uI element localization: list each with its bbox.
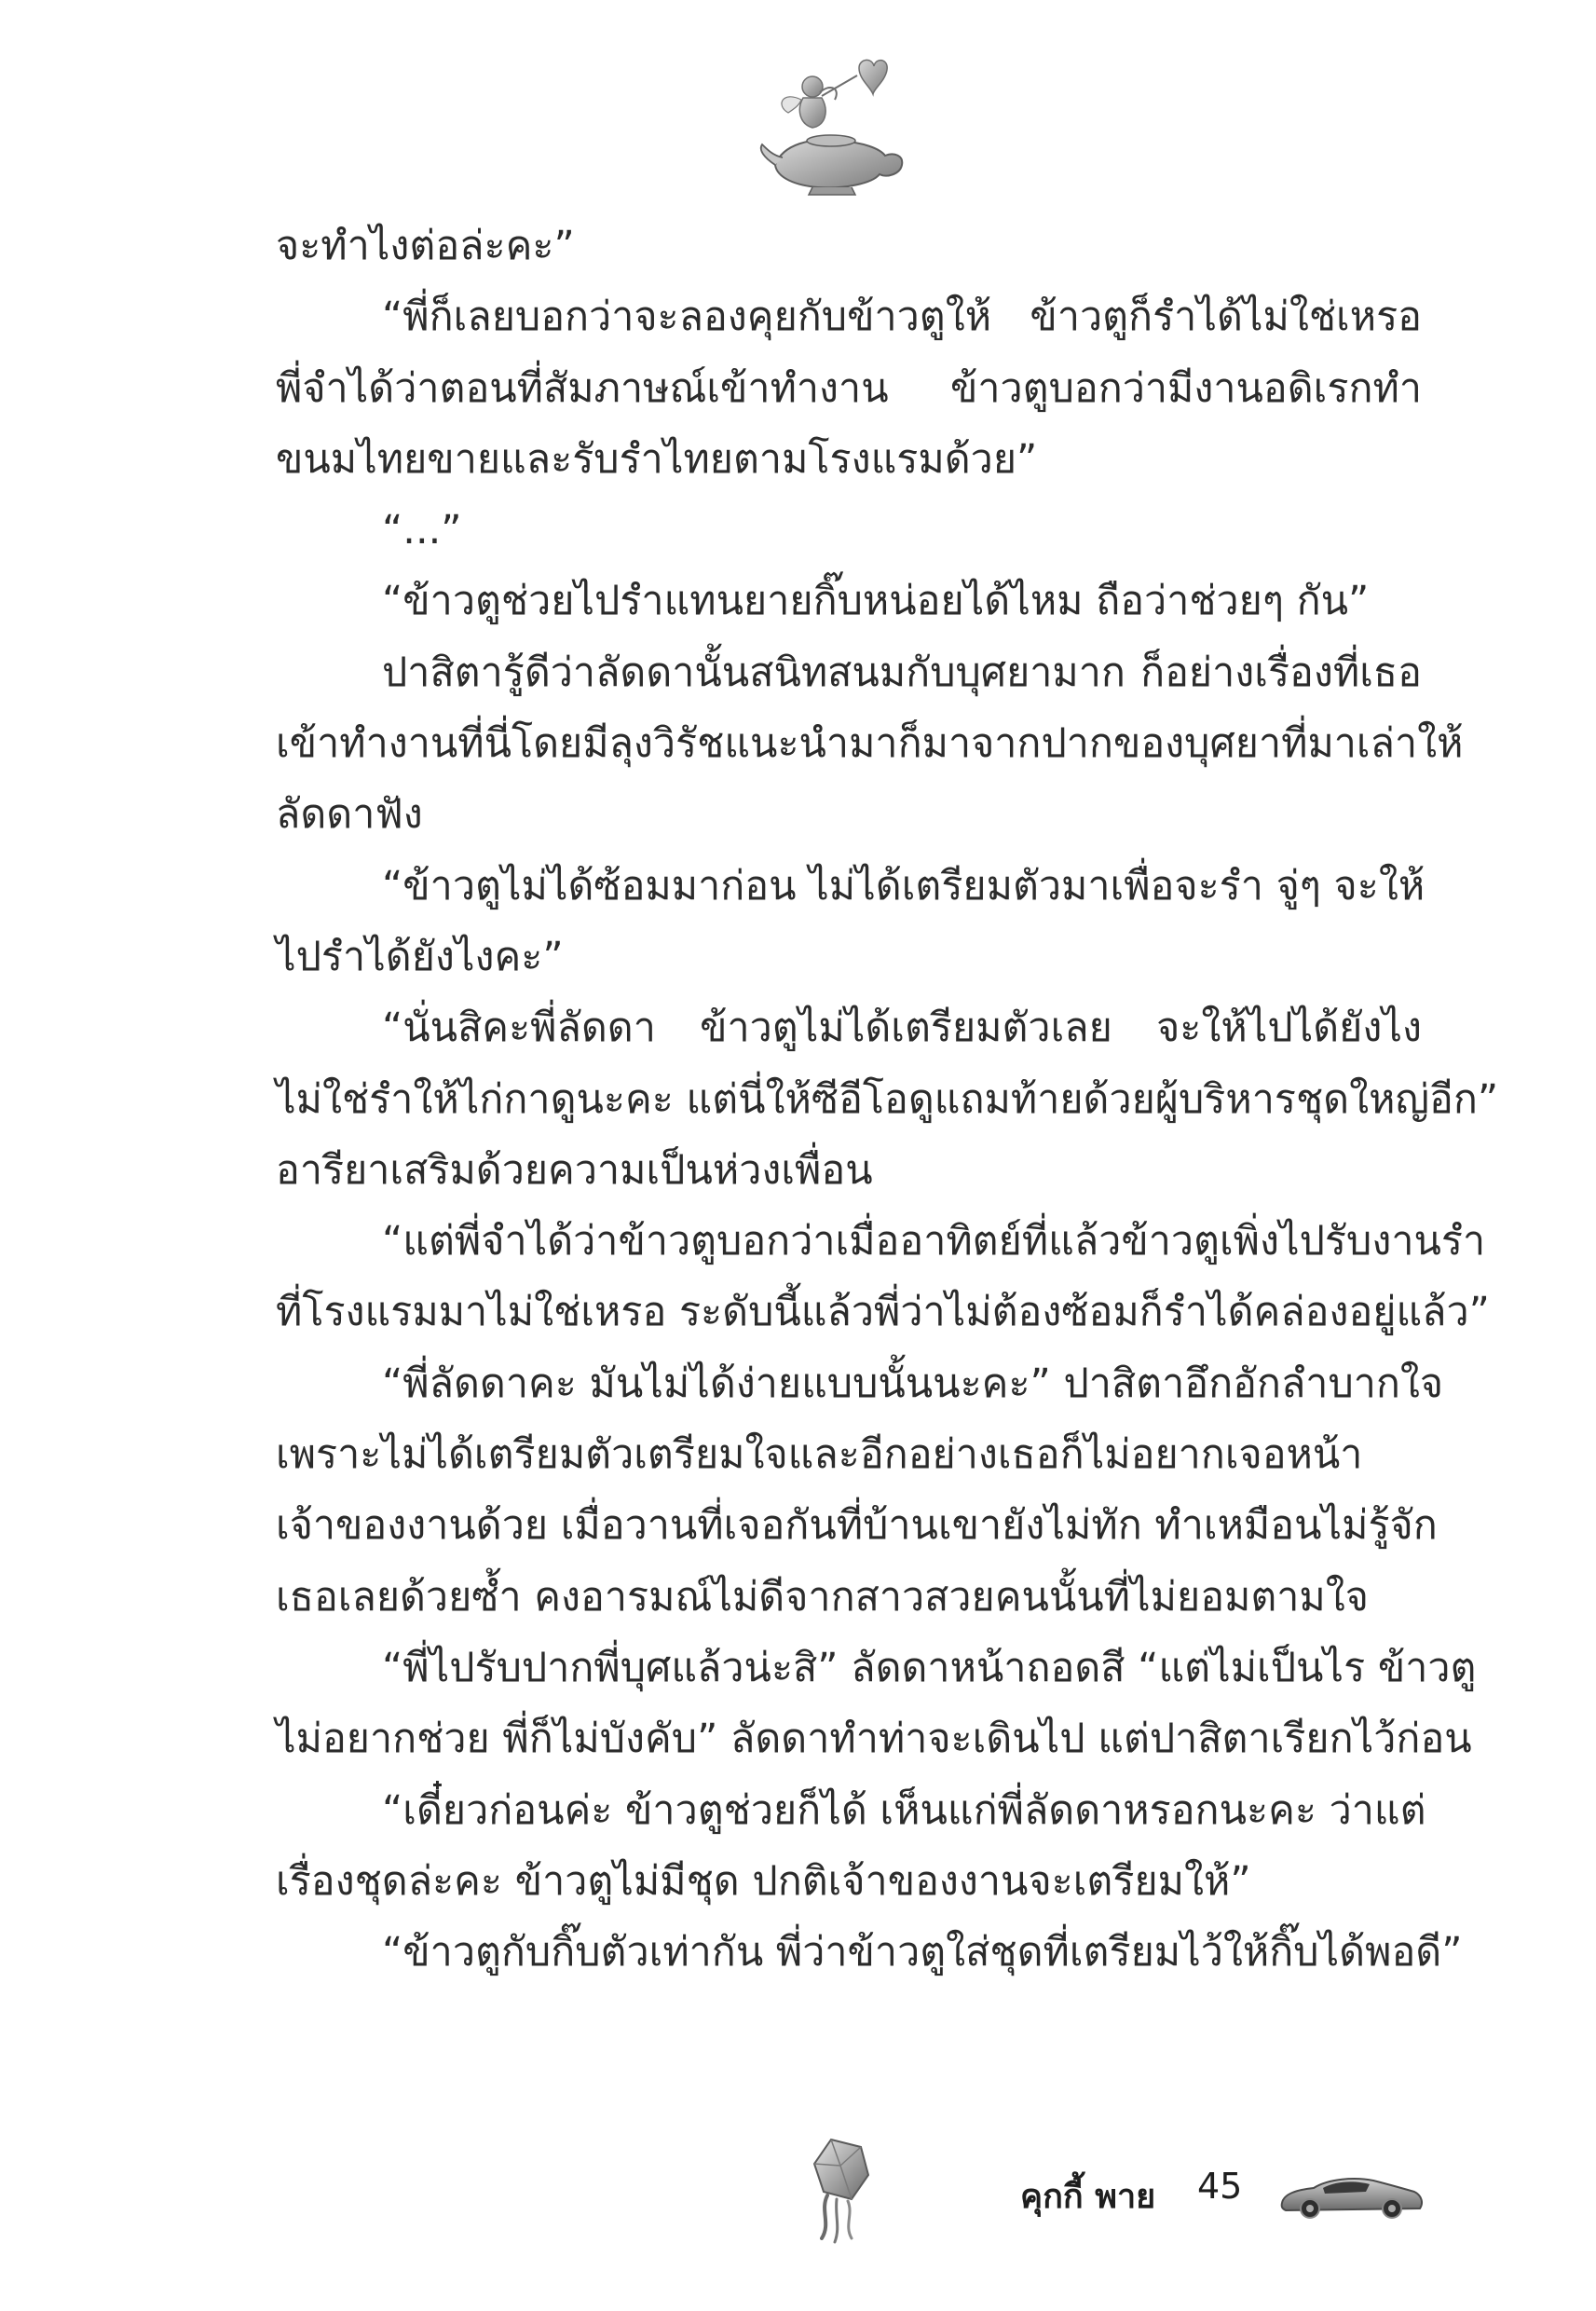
body-text — [276, 211, 1499, 1988]
text-line: ที่โรงแรมมาไม่ใช่เหรอ ระดับนี้แล้วพี่ว่าไม่ต้องซ้อมก็รำได้คล่องอยู่แล้ว” — [276, 1289, 1490, 1336]
text-line: ไปรำได้ยังไงคะ” — [276, 933, 564, 980]
text-line: ไม่ใช่รำให้ไก่กาดูนะคะ แต่นี่ให้ซีอีโอดูแถมท้ายด้วยผู้บริหารชุดใหญ่อีก” — [276, 1075, 1499, 1123]
sports-car-icon — [1276, 2169, 1425, 2221]
book-title: คุกกี้ พาย — [1020, 2178, 1156, 2216]
page-number: 45 — [1197, 2166, 1243, 2207]
page-footer — [0, 2134, 1596, 2255]
text-line: “พี่ไปรับปากพี่บุศแล้วน่ะสิ” ลัดดาหน้าถอดสี “แต่ไม่เป็นไร ข้าวตู — [382, 1644, 1477, 1691]
text-line: “พี่ก็เลยบอกว่าจะลองคุยกับข้าวตูให้ ข้าวตูก็รำได้ไม่ใช่เหรอ — [382, 294, 1422, 341]
gem-ornament-icon — [803, 2134, 878, 2246]
text-line: เธอเลยด้วยซ้ำ คงอารมณ์ไม่ดีจากสาวสวยคนนั้นที่ไม่ยอมตามใจ — [276, 1573, 1369, 1620]
text-line: “แต่พี่จำได้ว่าข้าวตูบอกว่าเมื่ออาทิตย์ที่แล้วข้าวตูเพิ่งไปรับงานรำ — [382, 1218, 1486, 1265]
text-line: อารียาเสริมด้วยความเป็นห่วงเพื่อน — [276, 1146, 873, 1194]
text-line: เจ้าของงานด้วย เมื่อวานที่เจอกันที่บ้านเขายังไม่ทัก ทำเหมือนไม่รู้จัก — [276, 1502, 1438, 1550]
text-line: “ข้าวตูไม่ได้ซ้อมมาก่อน ไม่ได้เตรียมตัวมาเพื่อจะรำ จู่ๆ จะให้ — [382, 862, 1425, 909]
text-line: จะทำไงต่อล่ะคะ” — [276, 223, 575, 269]
text-line: พี่จำได้ว่าตอนที่สัมภาษณ์เข้าทำงาน ข้าวตูบอกว่ามีงานอดิเรกทำ — [276, 364, 1422, 412]
text-line: “ข้าวตูกับกิ๊บตัวเท่ากัน พี่ว่าข้าวตูใส่ชุดที่เตรียมไว้ให้กิ๊บได้พอดี” — [382, 1929, 1463, 1976]
text-line: “เดี๋ยวก่อนค่ะ ข้าวตูช่วยก็ได้ เห็นแก่พี่ลัดดาหรอกนะคะ ว่าแต่ — [382, 1786, 1426, 1834]
text-line: ลัดดาฟัง — [276, 791, 423, 839]
text-line: “ข้าวตูช่วยไปรำแทนยายกิ๊บหน่อยได้ไหม ถือว่าช่วยๆ กัน” — [382, 578, 1370, 625]
text-line: “นั่นสิคะพี่ลัดดา ข้าวตูไม่ได้เตรียมตัวเลย จะให้ไปได้ยังไง — [382, 1005, 1422, 1052]
text-line: “พี่ลัดดาคะ มันไม่ได้ง่ายแบบนั้นนะคะ” ปาสิตาอึกอักลำบากใจ — [382, 1360, 1444, 1407]
text-line: ขนมไทยขายและรับรำไทยตามโรงแรมด้วย” — [276, 435, 1038, 483]
text-line: เรื่องชุดล่ะคะ ข้าวตูไม่มีชุด ปกติเจ้าของงานจะเตรียมให้” — [276, 1857, 1251, 1905]
text-line: ไม่อยากช่วย พี่ก็ไม่บังคับ” ลัดดาทำท่าจะเดินไป แต่ปาสิตาเรียกไว้ก่อน — [276, 1716, 1472, 1763]
text-line: ปาสิตารู้ดีว่าลัดดานั้นสนิทสนมกับบุศยามาก ก็อย่างเรื่องที่เธอ — [382, 649, 1422, 696]
text-line: “...” — [382, 507, 462, 554]
text-line: เข้าทำงานที่นี่โดยมีลุงวิรัชแนะนำมาก็มาจากปากของบุศยาที่มาเล่าให้ — [276, 720, 1464, 768]
text-line: เพราะไม่ได้เตรียมตัวเตรียมใจและอีกอย่างเธอก็ไม่อยากเจอหน้า — [276, 1431, 1363, 1479]
cupid-teapot-icon — [755, 51, 913, 196]
